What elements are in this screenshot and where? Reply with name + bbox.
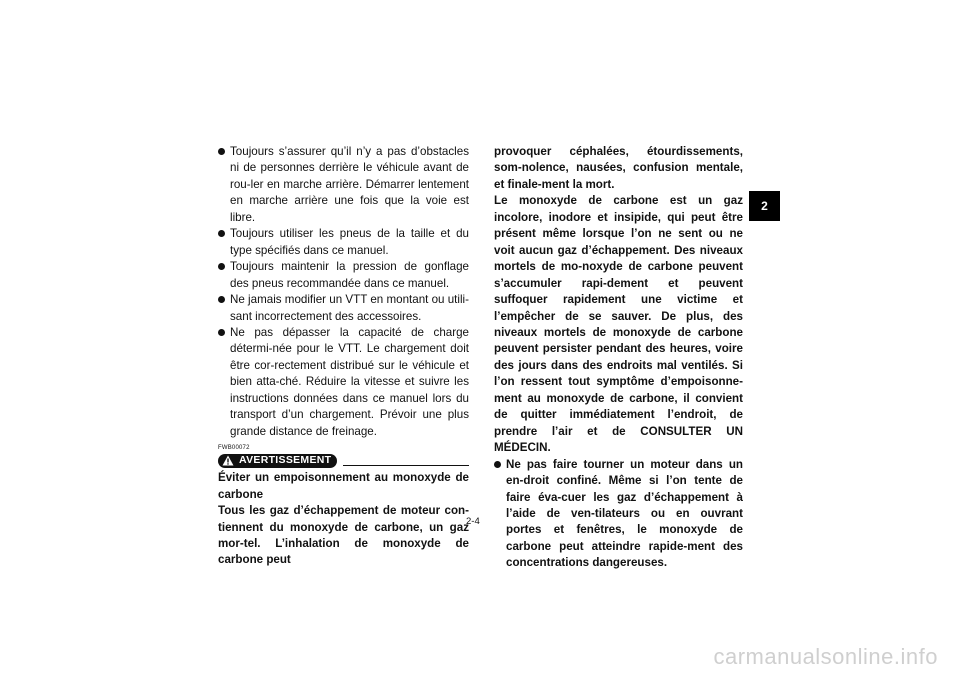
bullet-item: Toujours s’assurer qu’il n’y a pas d’obstacles ni de personnes derrière le véhicule avant de rou-ler en marche arrière. Démarrer lentement en marche arrière une fois que la voie est libre. (218, 144, 469, 226)
bullet-dot-icon (494, 461, 501, 468)
warning-text: Tous les gaz d’échappement de moteur con-tiennent du monoxyde de carbone, un gaz mor-tel. L’inhalation de monoxyde de carbone peut (218, 504, 469, 567)
bullet-item: Ne pas dépasser la capacité de charge détermi-née pour le VTT. Le chargement doit être cor-rectement distribué sur le véhicule et bien atta-ché. Réduire la vitesse et suivre les instructions données dans ce manuel lors du transport d’un chargement. Prévoir une plus grande distance de freinage. (218, 325, 469, 440)
bullet-dot-icon (218, 230, 225, 237)
warning-label: AVERTISSEMENT (239, 454, 332, 467)
chapter-tab: 2 (749, 191, 780, 221)
bullet-item: Ne pas faire tourner un moteur dans un en-droit confiné. Même si l’on tente de faire éva-cuer les gaz d’échappement à l’aide de ven-tilateurs ou en ouvrant portes et fenêtres, le monoxyde de carbone peut atteindre rapide-ment des concentrations dangereuses. (494, 457, 743, 572)
bullet-item: Toujours utiliser les pneus de la taille et du type spécifiés dans ce manuel. (218, 226, 469, 259)
warning-rule (343, 465, 469, 466)
page-number: 2-4 (466, 516, 480, 527)
warning-paragraph: Le monoxyde de carbone est un gaz incolore, inodore et insipide, qui peut être présent même lorsque l’on ne sent ou ne voit aucun gaz d’échappement. Des niveaux mortels de mo-noxyde de carbone peuvent s’accumuler rapi-dement et peuvent suffoquer rapidement une victime et l’empêcher de se sauver. De plus, des niveaux mortels de monoxyde de carbone peuvent persister pendant des heures, voire des jours dans des endroits mal ventilés. Si l’on ressent tout symptôme d’empoisonne-ment au monoxyde de carbone, il convient de quitter immédiatement l’endroit, de prendre l’air et de CONSULTER UN MÉDECIN. (494, 194, 743, 455)
warning-triangle-icon (222, 455, 234, 466)
right-column (494, 144, 743, 572)
warning-continuation: provoquer céphalées, étourdissements, som-nolence, nausées, confusion mentale, et finale-ment la mort. (494, 145, 743, 191)
warning-header (218, 453, 469, 468)
left-column (218, 144, 469, 569)
bullet-item: Ne jamais modifier un VTT en montant ou utili-sant incorrectement des accessoires. (218, 292, 469, 325)
warning-code: FWB00072 (218, 445, 250, 452)
watermark: carmanualsonline.info (713, 644, 938, 669)
warning-badge (218, 454, 337, 468)
bullet-dot-icon (218, 296, 225, 303)
bullet-item: Toujours maintenir la pression de gonflage des pneus recommandée dans ce manuel. (218, 259, 469, 292)
bullet-dot-icon (218, 148, 225, 155)
warning-title: Éviter un empoisonnement au monoxyde de carbone (218, 471, 469, 501)
bullet-dot-icon (218, 329, 225, 336)
bullet-dot-icon (218, 263, 225, 270)
